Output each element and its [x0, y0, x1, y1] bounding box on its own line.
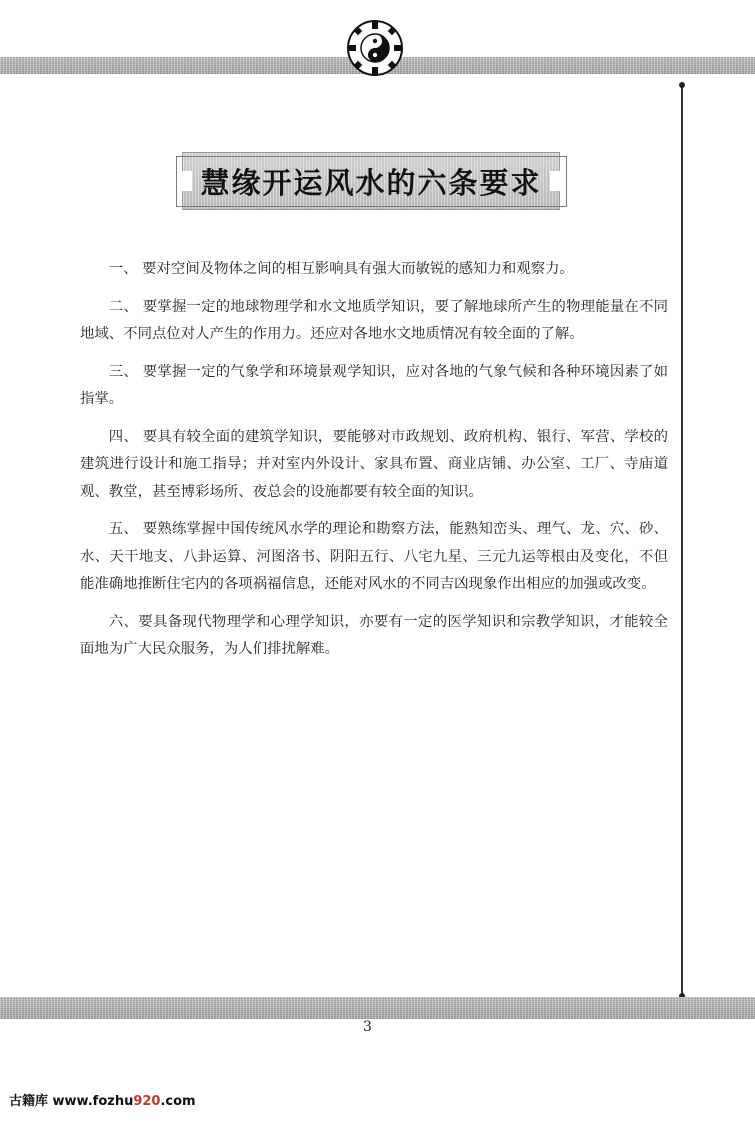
yin-yang-bagua-icon [346, 19, 404, 77]
title-banner [182, 152, 560, 210]
margin-rule [681, 84, 683, 995]
margin-rule-dot [679, 82, 685, 88]
watermark-prefix: 古籍库 www.fozhu [9, 1094, 134, 1109]
paragraph: 二、 要掌握一定的地球物理学和水文地质学知识，要了解地球所产生的物理能量在不同地域、不同点位对人产生的作用力。还应对各地水文地质情况有较全面的了解。 [80, 298, 668, 342]
watermark-suffix: .com [160, 1094, 196, 1109]
page-number: 3 [363, 1019, 372, 1035]
body-text [80, 256, 668, 674]
paragraph: 三、 要掌握一定的气象学和环境景观学知识，应对各地的气象气候和各种环境因素了如指掌。 [80, 363, 668, 407]
paragraph: 五、 要熟练掌握中国传统风水学的理论和勘察方法，能熟知峦头、理气、龙、穴、砂、水、天干地支、八卦运算、河图洛书、阴阳五行、八宅九星、三元九运等根由及变化，不但能准确地推断住宅内的各项祸福信息，还能对风水的不同吉凶现象作出相应的加强或改变。 [80, 521, 668, 592]
footer-band [0, 997, 755, 1019]
paragraph: 一、 要对空间及物体之间的相互影响具有强大而敏锐的感知力和观察力。 [108, 261, 574, 277]
page-title: 慧缘开运风水的六条要求 [200, 165, 542, 200]
watermark [9, 1090, 196, 1109]
watermark-number: 920 [133, 1094, 161, 1109]
paragraph: 六、要具备现代物理学和心理学知识，亦要有一定的医学知识和宗教学知识，才能较全面地为广大民众服务，为人们排扰解难。 [80, 613, 668, 657]
paragraph: 四、 要具有较全面的建筑学知识，要能够对市政规划、政府机构、银行、军营、学校的建筑进行设计和施工指导；并对室内外设计、家具布置、商业店铺、办公室、工厂、寺庙道观、教堂，甚至博彩场所、夜总会的设施都要有较全面的知识。 [80, 428, 668, 500]
